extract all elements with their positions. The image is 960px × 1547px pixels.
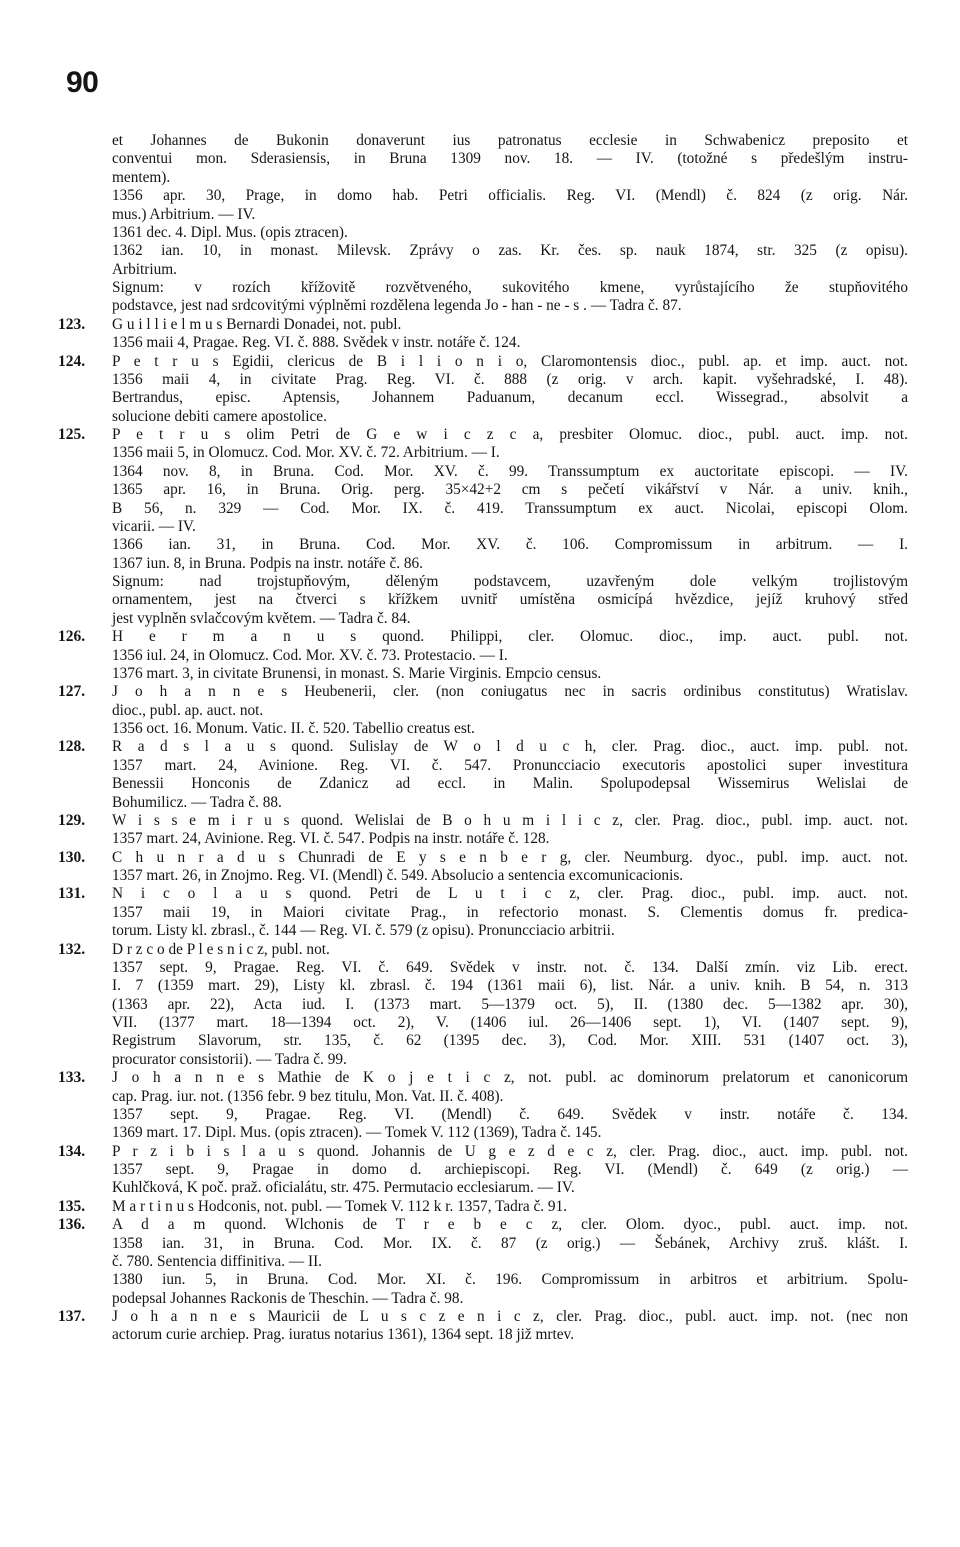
text-line: mentem).: [112, 168, 171, 186]
text-line: mus.) Arbitrium. — IV.: [112, 205, 256, 223]
text-line: Signum: nad trojstupňovým, děleným podstavcem, uzavřeným dole velkým trojlistovým: [112, 573, 908, 590]
text-line: P e t r u s olim Petri de G e w i c z c a, presbiter Olomuc. dioc., publ. auct. imp. not.: [112, 426, 908, 443]
text-line: Bohumilicz. — Tadra č. 88.: [112, 793, 282, 811]
text-line: 1357 mart. 26, in Znojmo. Reg. VI. (Mendl) č. 549. Absolucio a sentencia excomunicacionis.: [112, 867, 684, 884]
text-line: I. 7 (1359 mart. 29), Listy kl. zbrasl. č. 194 (1361 maii 6), list. Nár. a univ. knih. B 54, n. 313: [112, 977, 908, 995]
text-line: 1357 sept. 9, Pragae in domo d. archiepiscopi. Reg. VI. (Mendl) č. 649 (z orig.) —: [112, 1161, 908, 1178]
text-line: 1364 nov. 8, in Bruna. Cod. Mor. XV. č. 99. Transsumptum ex auctoritate episcopi. — IV.: [112, 462, 908, 480]
text-line: 1356 maii 4, in civitate Prag. Reg. VI. č. 888 (z orig. v arch. kapit. vyšehradské, I. 48).: [112, 370, 908, 388]
page-number: 90: [66, 66, 99, 99]
entry-number: 125.: [58, 426, 86, 443]
text-line: 1362 ian. 10, in monast. Milevsk. Zprávy o zas. Kr. čes. sp. nauk 1874, str. 325 (z opisu).: [112, 242, 908, 260]
entry: [58, 683, 908, 738]
entry-number: 128.: [58, 738, 86, 756]
text-line: J o h a n n e s Heubenerii, cler. (non coniugatus nec in sacris ordinibus constitutus) Wratislav.: [112, 683, 908, 701]
text-line: 1356 iul. 24, in Olomucz. Cod. Mor. XV. č. 73. Protestacio. — I.: [112, 646, 508, 664]
entry-number: 129.: [58, 811, 86, 829]
text-line: M a r t i n u s Hodconis, not. publ. — Tomek V. 112 k r. 1357, Tadra č. 91.: [112, 1197, 568, 1215]
text-line: 1361 dec. 4. Dipl. Mus. (opis ztracen).: [112, 223, 348, 241]
entry: [58, 1308, 908, 1345]
text-line: (1363 apr. 22), Acta iud. I. (1373 mart. 5—1379 oct. 5), II. (1380 dec. 5—1382 apr. 30),: [112, 995, 908, 1013]
entry: [58, 1143, 908, 1198]
page-body: [58, 132, 908, 1345]
entry-number: 131.: [58, 885, 86, 903]
entry: [58, 353, 908, 427]
text-line: procurator consistorii). — Tadra č. 99.: [112, 1050, 347, 1068]
entry-number: 126.: [58, 628, 86, 646]
entry: [58, 1198, 908, 1216]
entry-number: 130.: [58, 848, 86, 866]
entry: [58, 316, 908, 353]
text-line: 1356 apr. 30, Prage, in domo hab. Petri officialis. Reg. VI. (Mendl) č. 824 (z orig. Nár.: [112, 187, 908, 205]
text-line: 1357 sept. 9, Pragae. Reg. VI. č. 649. Svědek v instr. not. č. 134. Další zmín. viz Lib. erect.: [112, 958, 908, 976]
text-line: 1366 ian. 31, in Bruna. Cod. Mor. XV. č. 106. Compromissum in arbitrum. — I.: [112, 536, 908, 554]
text-line: VII. (1377 mart. 18—1394 oct. 2), V. (1406 iul. 26—1406 sept. 1), VI. (1407 sept. 9),: [112, 1014, 908, 1031]
text-line: et Johannes de Bukonin donaverunt ius patronatus ecclesie in Schwabenicz preposito et: [112, 132, 908, 149]
text-line: 1357 mart. 24, Avinione. Reg. VI. č. 547. Podpis na instr. notáře č. 128.: [112, 830, 550, 848]
text-line: dioc., publ. ap. auct. not.: [112, 701, 264, 719]
text-line: N i c o l a u s quond. Petri de L u t i c z, cler. Prag. dioc., publ. imp. auct. not.: [112, 885, 908, 903]
text-line: Arbitrium.: [112, 260, 178, 278]
entry: [58, 885, 908, 940]
entry: [58, 849, 908, 886]
text-line: č. 780. Sentencia diffinitiva. — II.: [112, 1252, 322, 1270]
text-line: P e t r u s Egidii, clericus de B i l i o n i o, Claromontensis dioc., publ. ap. et imp. auct. not.: [112, 352, 908, 370]
text-line: G u i l l i e l m u s Bernardi Donadei, not. publ.: [112, 315, 402, 333]
text-line: actorum curie archiep. Prag. iuratus notarius 1361), 1364 sept. 18 již mrtev.: [112, 1326, 575, 1344]
entry-number: 127.: [58, 683, 86, 701]
text-line: vicarii. — IV.: [112, 517, 196, 535]
text-line: Kuhlčková, K poč. praž. oficialátu, str. 475. Permutacio ecclesiarum. — IV.: [112, 1179, 575, 1197]
entry-number: 137.: [58, 1308, 86, 1325]
text-line: 1356 maii 4, Pragae. Reg. VI. č. 888. Svědek v instr. notáře č. 124.: [112, 334, 521, 352]
entry: [58, 738, 908, 812]
text-line: 1358 ian. 31, in Bruna. Cod. Mor. IX. č. 87 (z orig.) — Šebánek, Archivy zruš. klášt. I.: [112, 1234, 908, 1252]
text-line: Benessii Honconis de Zdanicz ad eccl. in Malin. Spolupodepsal Wissemirus Welislai de: [112, 775, 908, 793]
text-line: D r z c o de P l e s n i c z, publ. not.: [112, 940, 330, 958]
text-line: W i s s e m i r u s quond. Welislai de B o h u m i l i c z, cler. Prag. dioc., publ. imp. auct. not.: [112, 811, 908, 829]
text-line: 1380 iun. 5, in Bruna. Cod. Mor. XI. č. 196. Compromissum in arbitros et arbitrium. Spolu-: [112, 1271, 908, 1289]
entry: [58, 1069, 908, 1143]
text-line: 1356 oct. 16. Monum. Vatic. II. č. 520. Tabellio creatus est.: [112, 720, 475, 737]
text-line: conventui mon. Sderasiensis, in Bruna 1309 nov. 18. — IV. (totožné s předešlým instru-: [112, 150, 908, 168]
text-line: torum. Listy kl. zbrasl., č. 144 — Reg. VI. č. 579 (z opisu). Pronuncciacio arbitrii.: [112, 922, 615, 940]
text-line: cap. Prag. iur. not. (1356 febr. 9 bez titulu, Mon. Vat. II. č. 408).: [112, 1087, 504, 1105]
text-line: 1376 mart. 3, in civitate Brunensi, in monast. S. Marie Virginis. Empcio census.: [112, 664, 602, 682]
text-line: C h u n r a d u s Chunradi de E y s e n b e r g, cler. Neumburg. dyoc., publ. imp. auct. not.: [112, 848, 908, 866]
entry-continuation: [58, 132, 908, 316]
text-line: J o h a n n e s Mauricii de L u s c z e n i c z, cler. Prag. dioc., publ. auct. imp. not. (nec non: [112, 1308, 908, 1325]
text-line: 1357 maii 19, in Maiori civitate Prag., in refectorio monast. S. Clementis domus fr. predica-: [112, 903, 908, 921]
entry-number: 133.: [58, 1069, 86, 1087]
text-line: 1356 maii 5, in Olomucz. Cod. Mor. XV. č. 72. Arbitrium. — I.: [112, 444, 500, 462]
entry: [58, 426, 908, 628]
entry: [58, 941, 908, 1070]
text-line: J o h a n n e s Mathie de K o j e t i c z, not. publ. ac dominorum prelatorum et canonicorum: [112, 1069, 908, 1087]
text-line: A d a m quond. Wlchonis de T r e b e c z, cler. Olom. dyoc., publ. auct. imp. not.: [112, 1216, 908, 1234]
entry-number: 136.: [58, 1216, 86, 1234]
entry-number: 132.: [58, 940, 86, 958]
entry-number: 135.: [58, 1197, 86, 1215]
text-line: Signum: v rozích křížovitě rozvětveného, sukovitého kmene, vyrůstajícího že stupňovitého: [112, 279, 908, 296]
text-line: podstavce, jest nad srdcovitými výplněmi rozdělena legenda Jo - han - ne - s . — Tadra č. 87.: [112, 297, 682, 315]
entry-number: 124.: [58, 352, 86, 370]
entry-number: 123.: [58, 315, 86, 333]
text-line: solucione debiti camere apostolice.: [112, 407, 327, 425]
text-line: podepsal Johannes Rackonis de Theschin. — Tadra č. 98.: [112, 1289, 464, 1307]
text-line: 1369 mart. 17. Dipl. Mus. (opis ztracen). — Tomek V. 112 (1369), Tadra č. 145.: [112, 1124, 602, 1142]
text-line: B 56, n. 329 — Cod. Mor. IX. č. 419. Transsumptum ex auct. Nicolai, episcopi Olom.: [112, 499, 908, 517]
entry: [58, 812, 908, 849]
text-line: P r z i b i s l a u s quond. Johannis de U g e z d e c z, cler. Prag. dioc., auct. imp. publ. not.: [112, 1142, 908, 1160]
text-line: H e r m a n u s quond. Philippi, cler. Olomuc. dioc., imp. auct. publ. not.: [112, 628, 908, 646]
text-line: Bertrandus, episc. Aptensis, Johannem Paduanum, decanum eccl. Wissegrad., absolvit a: [112, 389, 908, 407]
text-line: 1367 iun. 8, in Bruna. Podpis na instr. notáře č. 86.: [112, 554, 424, 572]
text-line: 1357 sept. 9, Pragae. Reg. VI. (Mendl) č. 649. Svědek v instr. notáře č. 134.: [112, 1105, 908, 1123]
text-line: 1365 apr. 16, in Bruna. Orig. perg. 35×42+2 cm s pečetí vikářství v Nár. a univ. knih.,: [112, 481, 908, 499]
entry: [58, 628, 908, 683]
text-line: R a d s l a u s quond. Sulislay de W o l d u c h, cler. Prag. dioc., auct. imp. publ. not.: [112, 738, 908, 756]
text-line: jest vyplněn svlačcovým květem. — Tadra č. 84.: [112, 609, 411, 627]
text-line: 1357 mart. 24, Avinione. Reg. VI. č. 547. Pronuncciacio executoris apostolici super investitura: [112, 756, 908, 774]
entry-number: 134.: [58, 1142, 86, 1160]
entry: [58, 1216, 908, 1308]
text-line: Registrum Slavorum, str. 135, č. 62 (1395 dec. 3), Cod. Mor. XIII. 531 (1407 oct. 3),: [112, 1032, 908, 1050]
text-line: ornamentem, jest na čtverci s křížkem uvnitř umístěna osmicípá hvězdice, jejíž kruhový střed: [112, 591, 908, 609]
